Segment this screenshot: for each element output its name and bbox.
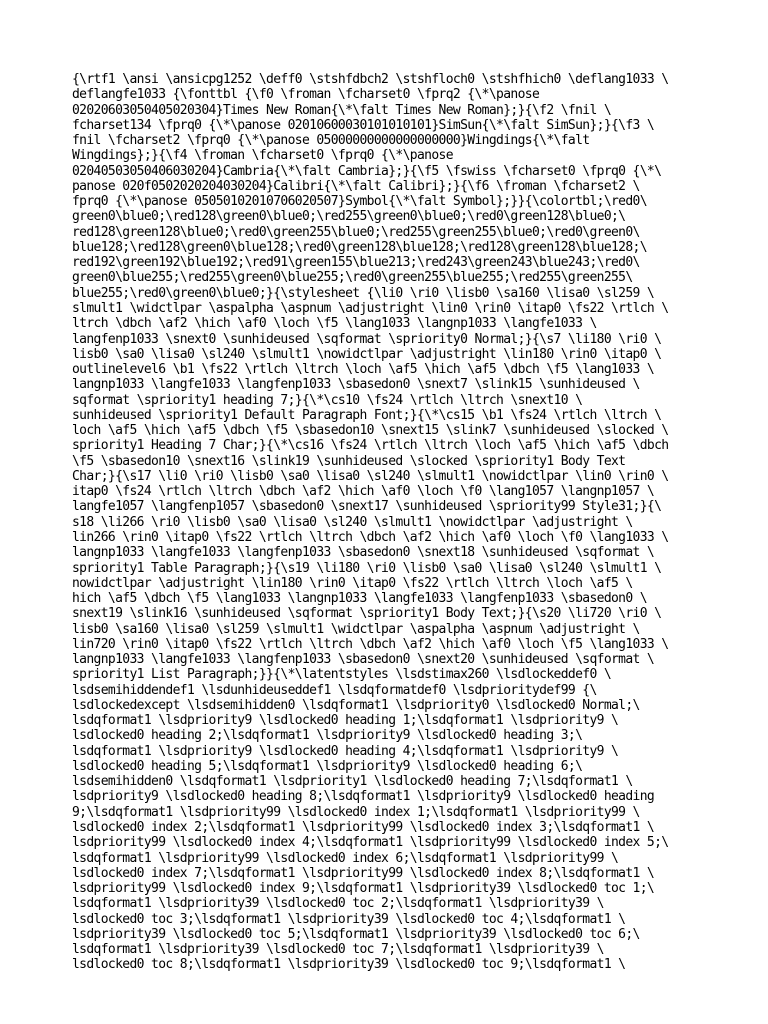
text-line: langfe1057 \langfenp1057 \sbasedon0 \snext17 \sunhideused \spriority99 Style31;}{\ <box>72 499 662 515</box>
text-line: lsdqformat1 \lsdpriority39 \lsdlocked0 toc 7;\lsdqformat1 \lsdpriority39 \ <box>72 942 604 958</box>
text-line: sunhideused \spriority1 Default Paragraph Font;}{\*\cs15 \b1 \fs24 \rtlch \ltrch \ <box>72 407 662 423</box>
text-line: lsdqformat1 \lsdpriority9 \lsdlocked0 heading 1;\lsdqformat1 \lsdpriority9 \ <box>72 713 619 729</box>
text-line: 9;\lsdqformat1 \lsdpriority99 \lsdlocked0 index 1;\lsdqformat1 \lsdpriority99 \ <box>72 804 640 820</box>
text-line: \f5 \sbasedon10 \snext16 \slink19 \sunhideused \slocked \spriority1 Body Text <box>72 453 626 469</box>
text-line: lsdlockedexcept \lsdsemihidden0 \lsdqformat1 \lsdpriority0 \lsdlocked0 Normal;\ <box>72 697 640 713</box>
text-line: Wingdings};}{\f4 \froman \fcharset0 \fprq0 {\*\panose <box>72 148 453 164</box>
text-line: 02020603050405020304}Times New Roman{\*\falt Times New Roman};}{\f2 \fnil \ <box>72 102 611 118</box>
text-line: blue128;\red128\green0\blue128;\red0\green128\blue128;\red128\green128\blue128;\ <box>72 239 647 255</box>
text-line: fnil \fcharset2 \fprq0 {\*\panose 05000000000000000000}Wingdings{\*\falt <box>72 133 590 149</box>
text-line: spriority1 Heading 7 Char;}{\*\cs16 \fs24 \rtlch \ltrch \loch \af5 \hich \af5 \dbch <box>72 438 669 454</box>
text-line: green0\blue255;\red255\green0\blue255;\red0\green255\blue255;\red255\green255\ <box>72 270 633 286</box>
text-line: lsdpriority99 \lsdlocked0 index 9;\lsdqformat1 \lsdpriority39 \lsdlocked0 toc 1;\ <box>72 881 655 897</box>
text-line: langnp1033 \langfe1033 \langfenp1033 \sbasedon0 \snext7 \slink15 \sunhideused \ <box>72 377 640 393</box>
text-line: lsdqformat1 \lsdpriority39 \lsdlocked0 toc 2;\lsdqformat1 \lsdpriority39 \ <box>72 896 604 912</box>
text-line: fprq0 {\*\panose 05050102010706020507}Symbol{\*\falt Symbol};}}{\colortbl;\red0\ <box>72 194 647 210</box>
text-line: langnp1033 \langfe1033 \langfenp1033 \sbasedon0 \snext20 \sunhideused \sqformat \ <box>72 652 655 668</box>
text-line: red192\green192\blue192;\red91\green155\blue213;\red243\green243\blue243;\red0\ <box>72 255 640 271</box>
text-line: slmult1 \widctlpar \aspalpha \aspnum \adjustright \lin0 \rin0 \itap0 \fs22 \rtlch \ <box>72 300 669 316</box>
text-line: red128\green128\blue0;\red0\green255\blue0;\red255\green255\blue0;\red0\green0\ <box>72 224 640 240</box>
text-line: green0\blue0;\red128\green0\blue0;\red255\green0\blue0;\red0\green128\blue0;\ <box>72 209 626 225</box>
text-line: lsdqformat1 \lsdpriority9 \lsdlocked0 heading 4;\lsdqformat1 \lsdpriority9 \ <box>72 743 619 759</box>
text-line: ltrch \dbch \af2 \hich \af0 \loch \f5 \lang1033 \langnp1033 \langfe1033 \ <box>72 316 597 332</box>
text-line: itap0 \fs24 \rtlch \ltrch \dbch \af2 \hich \af0 \loch \f0 \lang1057 \langnp1057 \ <box>72 484 655 500</box>
text-line: sqformat \spriority1 heading 7;}{\*\cs10 \fs24 \rtlch \ltrch \snext10 \ <box>72 392 583 408</box>
text-line: lsdlocked0 heading 5;\lsdqformat1 \lsdpriority9 \lsdlocked0 heading 6;\ <box>72 758 583 774</box>
text-line: nowidctlpar \adjustright \lin180 \rin0 \itap0 \fs22 \rtlch \ltrch \loch \af5 \ <box>72 575 633 591</box>
text-line: deflangfe1033 {\fonttbl {\f0 \froman \fcharset0 \fprq2 {\*\panose <box>72 87 540 103</box>
text-line: hich \af5 \dbch \f5 \lang1033 \langnp1033 \langfe1033 \langfenp1033 \sbasedon0 \ <box>72 591 647 607</box>
text-line: s18 \li266 \ri0 \lisb0 \sa0 \lisa0 \sl240 \slmult1 \nowidctlpar \adjustright \ <box>72 514 633 530</box>
text-line: blue255;\red0\green0\blue0;}{\stylesheet {\li0 \ri0 \lisb0 \sa160 \lisa0 \sl259 \ <box>72 285 655 301</box>
text-line: lisb0 \sa160 \lisa0 \sl259 \slmult1 \widctlpar \aspalpha \aspnum \adjustright \ <box>72 621 640 637</box>
rtf-source-text <box>72 72 696 973</box>
text-line: outlinelevel6 \b1 \fs22 \rtlch \ltrch \loch \af5 \hich \af5 \dbch \f5 \lang1033 \ <box>72 362 655 378</box>
text-line: lin720 \rin0 \itap0 \fs22 \rtlch \ltrch \dbch \af2 \hich \af0 \loch \f5 \lang1033 \ <box>72 636 669 652</box>
text-line: loch \af5 \hich \af5 \dbch \f5 \sbasedon10 \snext15 \slink7 \sunhideused \slocked \ <box>72 423 669 439</box>
text-line: Char;}{\s17 \li0 \ri0 \lisb0 \sa0 \lisa0 \sl240 \slmult1 \nowidctlpar \lin0 \rin0 \ <box>72 468 669 484</box>
text-line: lsdpriority9 \lsdlocked0 heading 8;\lsdqformat1 \lsdpriority9 \lsdlocked0 heading <box>72 789 655 805</box>
text-line: spriority1 Table Paragraph;}{\s19 \li180 \ri0 \lisb0 \sa0 \lisa0 \sl240 \slmult1 \ <box>72 560 662 576</box>
text-line: langnp1033 \langfe1033 \langfenp1033 \sbasedon0 \snext18 \sunhideused \sqformat \ <box>72 545 655 561</box>
text-line: 02040503050406030204}Cambria{\*\falt Cambria};}{\f5 \fswiss \fcharset0 \fprq0 {\*\ <box>72 163 662 179</box>
text-line: lsdsemihiddendef1 \lsdunhideuseddef1 \lsdqformatdef0 \lsdprioritydef99 {\ <box>72 682 597 698</box>
text-line: {\rtf1 \ansi \ansicpg1252 \deff0 \stshfdbch2 \stshfloch0 \stshfhich0 \deflang1033 \ <box>72 72 669 87</box>
text-line: lin266 \rin0 \itap0 \fs22 \rtlch \ltrch \dbch \af2 \hich \af0 \loch \f0 \lang1033 \ <box>72 529 669 545</box>
text-line: lsdpriority39 \lsdlocked0 toc 5;\lsdqformat1 \lsdpriority39 \lsdlocked0 toc 6;\ <box>72 926 640 942</box>
text-line: lsdpriority99 \lsdlocked0 index 4;\lsdqformat1 \lsdpriority99 \lsdlocked0 index 5;\ <box>72 835 669 851</box>
text-line: snext19 \slink16 \sunhideused \sqformat \spriority1 Body Text;}{\s20 \li720 \ri0 \ <box>72 606 662 622</box>
text-line: lsdlocked0 index 2;\lsdqformat1 \lsdpriority99 \lsdlocked0 index 3;\lsdqformat1 \ <box>72 820 655 836</box>
text-line: spriority1 List Paragraph;}}{\*\latentstyles \lsdstimax260 \lsdlockeddef0 \ <box>72 667 611 683</box>
text-line: langfenp1033 \snext0 \sunhideused \sqformat \spriority0 Normal;}{\s7 \li180 \ri0 \ <box>72 331 662 347</box>
text-line: lsdsemihidden0 \lsdqformat1 \lsdpriority1 \lsdlocked0 heading 7;\lsdqformat1 \ <box>72 774 633 790</box>
text-line: fcharset134 \fprq0 {\*\panose 02010600030101010101}SimSun{\*\falt SimSun};}{\f3 \ <box>72 117 655 133</box>
text-line: lsdlocked0 toc 3;\lsdqformat1 \lsdpriority39 \lsdlocked0 toc 4;\lsdqformat1 \ <box>72 911 626 927</box>
text-line: lisb0 \sa0 \lisa0 \sl240 \slmult1 \nowidctlpar \adjustright \lin180 \rin0 \itap0 \ <box>72 346 662 362</box>
text-line: lsdqformat1 \lsdpriority99 \lsdlocked0 index 6;\lsdqformat1 \lsdpriority99 \ <box>72 850 619 866</box>
text-line: lsdlocked0 toc 8;\lsdqformat1 \lsdpriority39 \lsdlocked0 toc 9;\lsdqformat1 \ <box>72 957 626 973</box>
text-line: lsdlocked0 heading 2;\lsdqformat1 \lsdpriority9 \lsdlocked0 heading 3;\ <box>72 728 583 744</box>
text-line: lsdlocked0 index 7;\lsdqformat1 \lsdpriority99 \lsdlocked0 index 8;\lsdqformat1 \ <box>72 865 655 881</box>
text-line: panose 020f0502020204030204}Calibri{\*\falt Calibri};}{\f6 \froman \fcharset2 \ <box>72 178 640 194</box>
